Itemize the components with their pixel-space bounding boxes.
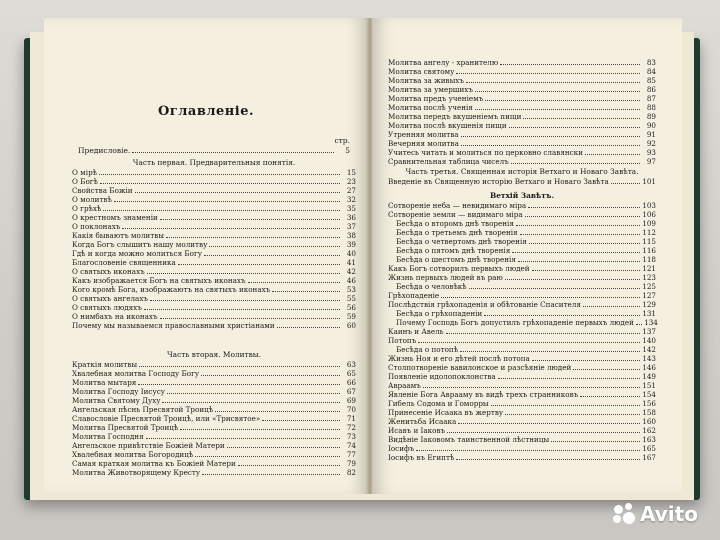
toc-entry-title: Молитва предъ ученіемъ [388,94,484,103]
toc-entry [72,423,356,432]
toc-entry [388,408,656,417]
toc-entry-page: 137 [642,327,656,336]
toc-entry-title: Какія бываютъ молитвы [72,231,164,240]
toc-entry [388,130,656,139]
toc-entry [72,240,356,249]
toc-entry-title: Краткія молитвы [72,360,138,369]
right-page [372,18,682,494]
toc-entry [72,321,356,330]
toc-entry-title: Гдѣ и когда можно молиться Богу [72,249,203,258]
toc-entry [72,258,356,267]
toc-entry-title: Бесѣда о грѣхопаденіи [396,309,483,318]
toc-entry-page: 35 [346,204,356,213]
toc-entry-page: 53 [346,285,356,294]
toc-entry-title: Молитва за умершихъ [388,85,473,94]
toc-entry-page: 112 [642,228,656,237]
toc-entry [72,213,356,222]
toc-entry-page: 149 [642,372,656,381]
toc-entry-page: 82 [346,468,356,477]
toc-entry [388,85,656,94]
toc-entry-title: Молитва ангелу - хранителю [388,58,499,67]
toc-entry [388,435,656,444]
toc-entry [388,417,656,426]
toc-entry-title: Когда Богъ слышитъ нашу молитву [72,240,208,249]
toc-entry-title: Молитва святому [388,67,455,76]
toc-entry [72,267,356,276]
toc-entry [72,312,356,321]
toc-entry [72,405,356,414]
toc-entry [72,204,356,213]
toc-entry-page: 15 [346,168,356,177]
toc-entry-page: 38 [346,231,356,240]
toc-entry-page: 84 [646,67,656,76]
toc-entry [388,399,656,408]
toc-entry [72,168,356,177]
toc-entry-title: Какъ изображается Богъ на святыхъ иконахъ [72,276,246,285]
toc-entry-title: Молитва послѣ вкушенія пищи [388,121,507,130]
toc-entry-page: 60 [346,321,356,330]
toc-entry-page: 88 [646,103,656,112]
toc-entry-title: Сравнительная таблица чиселъ [388,157,509,166]
toc-entry-title: Грѣхопаденіе [388,291,440,300]
toc-entry-title: О молитвѣ [72,195,112,204]
section-heading: Часть первая. Предварительныя понятія. [132,158,296,167]
toc-entry-page: 127 [642,291,656,300]
toc-entry-page: 86 [646,85,656,94]
toc-entry-page: 146 [642,363,656,372]
toc-entry [388,354,656,363]
toc-entry-page: 103 [642,201,656,210]
toc-entry-page: 36 [346,213,356,222]
toc-entry-page: 85 [646,76,656,85]
toc-entry-page: 115 [642,237,656,246]
toc-entry [388,444,656,453]
toc-entry-page: 59 [346,312,356,321]
toc-entry-page: 109 [642,219,656,228]
toc-entry-title: Молитва Господня [72,432,144,441]
toc-entry [72,195,356,204]
toc-entry-page: 129 [642,300,656,309]
toc-entry-page: 160 [642,417,656,426]
toc-entry [72,186,356,195]
avito-logo-icon [612,502,636,526]
toc-entry-page: 73 [346,432,356,441]
toc-entry-page: 142 [642,345,656,354]
toc-entry [72,387,356,396]
toc-entry-title: Послѣдствія грѣхопаденія и обѣтованіе Спасителя [388,300,581,309]
toc-entry [72,231,356,240]
toc-entry-title: Молитва Святому Духу [72,396,161,405]
toc-entry [388,453,656,462]
toc-entry-title: Іосифъ въ Египтѣ [388,453,455,462]
toc-entry [388,282,656,291]
toc-entry [72,369,356,378]
toc-entry [72,303,356,312]
toc-entry [72,276,356,285]
toc-entry-title: Свойства Божіи [72,186,133,195]
toc-entry-title: Іосифъ [388,444,415,453]
toc-entry-page: 37 [346,222,356,231]
toc-entry [388,345,656,354]
toc-entry-page: 106 [642,210,656,219]
toc-entry [388,246,656,255]
toc-entry-title: О Богѣ [72,177,98,186]
toc-entry-title: О грѣхѣ [72,204,102,213]
toc-right [388,58,656,462]
toc-entry [388,94,656,103]
page-title: Оглавленіе. [157,104,255,119]
toc-entry-page: 46 [346,276,356,285]
toc-entry-page: 55 [346,294,356,303]
toc-entry [72,222,356,231]
toc-entry-page: 167 [642,453,656,462]
toc-entry-title: Хвалебная молитва Богородицѣ [72,450,194,459]
toc-entry-page: 67 [346,387,356,396]
toc-entry-title: Учитесь читать и молиться по церковно славянски [388,148,583,157]
toc-entry-title: О крестномъ знаменіи [72,213,158,222]
toc-entry [388,121,656,130]
toc-entry-title: Явленіе Бога Аврааму въ видѣ трехъ странниковъ [388,390,579,399]
toc-entry-page: 97 [646,157,656,166]
toc-entry [72,285,356,294]
toc-entry-page: 162 [642,426,656,435]
toc-entry-title: О поклонахъ [72,222,121,231]
toc-entry [72,396,356,405]
toc-entry-title: Бесѣда о второмъ днѣ творенія [396,219,514,228]
toc-entry [388,426,656,435]
toc-entry-page: 116 [642,246,656,255]
section-heading: Часть третья. Священная исторія Ветхаго и Новаго Завѣта. [405,167,639,176]
toc-entry [388,381,656,390]
toc-entry-title: Молитва Пресвятой Троицѣ [72,423,179,432]
toc-entry-title: Утренняя молитва [388,130,459,139]
toc-entry-page: 89 [646,112,656,121]
toc-entry-title: О мірѣ [72,168,98,177]
toc-entry-page: 42 [346,267,356,276]
toc-entry-page: 125 [642,282,656,291]
toc-entry-title: Вечерняя молитва [388,139,459,148]
toc-entry-title: Благословеніе священника [72,258,176,267]
toc-entry [72,468,356,477]
toc-entry-title: Молитва передъ вкушеніемъ пищи [388,112,522,121]
toc-entry [388,363,656,372]
toc-entry-page: 79 [346,459,356,468]
left-page [44,18,368,494]
toc-entry [388,300,656,309]
toc-entry-page: 23 [346,177,356,186]
toc-entry-title: Молитва Господу Іисусу [72,387,165,396]
watermark-text: Avito [640,502,698,526]
toc-entry [388,210,656,219]
toc-entry-intro: Введеніе въ Священную исторію Ветхаго и Новаго Завѣта 101 [388,177,656,186]
toc-entry-page: 90 [646,121,656,130]
toc-entry [388,139,656,148]
toc-entry-page: 158 [642,408,656,417]
toc-entry-title: Принесеніе Исаака въ жертву [388,408,504,417]
toc-entry-page: 27 [346,186,356,195]
section-heading: Ветхій Завѣтъ. [489,191,555,200]
toc-entry-title: Молитва мытаря [72,378,137,387]
toc-entry [72,459,356,468]
toc-entry-title: Самая краткая молитва къ Божіей Матери [72,459,236,468]
toc-entry [388,318,656,327]
toc-entry [72,450,356,459]
toc-entry-page: 66 [346,378,356,387]
toc-entry-title: Кого кромѣ Бога, изображаютъ на святыхъ иконахъ [72,285,271,294]
toc-entry [388,327,656,336]
toc-entry-title: Исавъ и Іаковъ [388,426,446,435]
toc-entry-page: 32 [346,195,356,204]
toc-entry-page: 123 [642,273,656,282]
toc-entry [388,157,656,166]
toc-entry-title: Столпотвореніе вавилонское и разсѣяніе людей [388,363,572,372]
toc-list [388,201,656,462]
toc-entry-title: Почему Господь Богъ допустилъ грѣхопаденіе первыхъ людей [396,318,634,327]
watermark [612,502,698,526]
toc-entry [388,103,656,112]
toc-list [388,58,656,166]
toc-entry-page: 143 [642,354,656,363]
toc-entry-title: Сотвореніе неба — невидимаго міра [388,201,527,210]
toc-entry-page: 151 [642,381,656,390]
toc-entry-page: 69 [346,396,356,405]
toc-entry-title: Молитва Животворящему Кресту [72,468,201,477]
toc-entry-page: 91 [646,130,656,139]
toc-entry-page: 87 [646,94,656,103]
toc-entry-page: 63 [346,360,356,369]
toc-entry-page: 41 [346,258,356,267]
toc-entry-page: 163 [642,435,656,444]
toc-entry-title: Славословіе Пресвятой Троицѣ, или «Трисвятое» [72,414,261,423]
toc-entry-title: Бесѣда о шестомъ днѣ творенія [396,255,516,264]
toc-entry [388,309,656,318]
toc-entry [388,67,656,76]
toc-entry [388,237,656,246]
toc-entry-page: 56 [346,303,356,312]
toc-entry-preface: Предисловіе. 5 [78,146,350,155]
toc-entry-title: Бесѣда о четвертомъ днѣ творенія [396,237,527,246]
toc-part2 [72,349,356,477]
toc-entry-title: Бесѣда о человѣкѣ [396,282,467,291]
toc-entry-title: О святыхъ людяхъ [72,303,142,312]
toc-entry [388,148,656,157]
toc-entry [388,264,656,273]
toc-entry-title: Бесѣда о третьемъ днѣ творенія [396,228,518,237]
toc-entry [72,378,356,387]
toc-entry [388,390,656,399]
toc-entry [72,441,356,450]
toc-entry-title: Гибель Содома и Гоморры [388,399,489,408]
section-heading: Часть вторая. Молитвы. [166,350,262,359]
toc-entry-title: Авраамъ [388,381,421,390]
toc-entry [388,291,656,300]
toc-entry-page: 71 [346,414,356,423]
toc-entry-page: 65 [346,369,356,378]
toc-entry-title: Какъ Богъ сотворилъ первыхъ людей [388,264,530,273]
toc-entry [72,432,356,441]
toc-entry-title: Появленіе идолопоклонства [388,372,496,381]
toc-entry-title: Видѣніе Іаковомъ таинственной лѣстницы [388,435,550,444]
toc-entry [388,219,656,228]
toc-entry-page: 77 [346,450,356,459]
toc-entry-title: Молитва послѣ ученія [388,103,473,112]
toc-entry [388,201,656,210]
toc-entry-title: О святыхъ иконахъ [72,267,145,276]
toc-entry [72,414,356,423]
toc-entry-page: 165 [642,444,656,453]
toc-entry [388,336,656,345]
toc-entry [388,228,656,237]
toc-entry [388,372,656,381]
toc-entry-title: Сотвореніе земли — видимаго міра [388,210,523,219]
toc-entry [388,273,656,282]
toc-entry [72,177,356,186]
toc-entry-title: Молитва за живыхъ [388,76,464,85]
toc-entry-page: 121 [642,264,656,273]
toc-entry-page: 40 [346,249,356,258]
toc-entry-title: Потопъ [388,336,417,345]
toc-entry [388,255,656,264]
toc-entry-page: 131 [642,309,656,318]
toc-entry-page: 118 [642,255,656,264]
toc-entry-title: Жизнь Ноя и его дѣтей послѣ потопа [388,354,530,363]
toc-entry [388,58,656,67]
toc-entry-page: 83 [646,58,656,67]
toc-entry-title: Ангельская пѣснь Пресвятой Троицѣ [72,405,214,414]
toc-entry-title: Хвалебная молитва Господу Богу [72,369,200,378]
toc-entry [388,112,656,121]
toc-entry-title: Бесѣда о пятомъ днѣ творенія [396,246,511,255]
toc-entry-title: О нимбахъ на иконахъ [72,312,158,321]
toc-entry-title: Жизнь первыхъ людей въ раю [388,273,503,282]
toc-entry [72,294,356,303]
toc-entry-page: 92 [646,139,656,148]
toc-entry-page: 154 [642,390,656,399]
toc-entry-page: 70 [346,405,356,414]
page-column-label: стр. [334,136,350,145]
toc-entry-page: 134 [644,318,658,327]
toc-entry [72,360,356,369]
toc-entry-title: Ангельское привѣтствіе Божіей Матери [72,441,225,450]
toc-entry [388,76,656,85]
toc-entry-title: О святыхъ ангелахъ [72,294,148,303]
toc-entry-page: 72 [346,423,356,432]
toc-part1 [72,157,356,330]
toc-entry-page: 74 [346,441,356,450]
toc-entry-page: 93 [646,148,656,157]
toc-entry-title: Женитьба Исаака [388,417,457,426]
toc-entry-page: 39 [346,240,356,249]
toc-entry [72,249,356,258]
toc-list [72,168,356,330]
toc-entry-page: 156 [642,399,656,408]
toc-entry-page: 140 [642,336,656,345]
toc-list [72,360,356,477]
toc-entry-title: Бесѣда о потопѣ [396,345,459,354]
toc-entry-title: Почему мы называемся православными христіанами [72,321,275,330]
toc-entry-title: Каинъ и Авель [388,327,444,336]
